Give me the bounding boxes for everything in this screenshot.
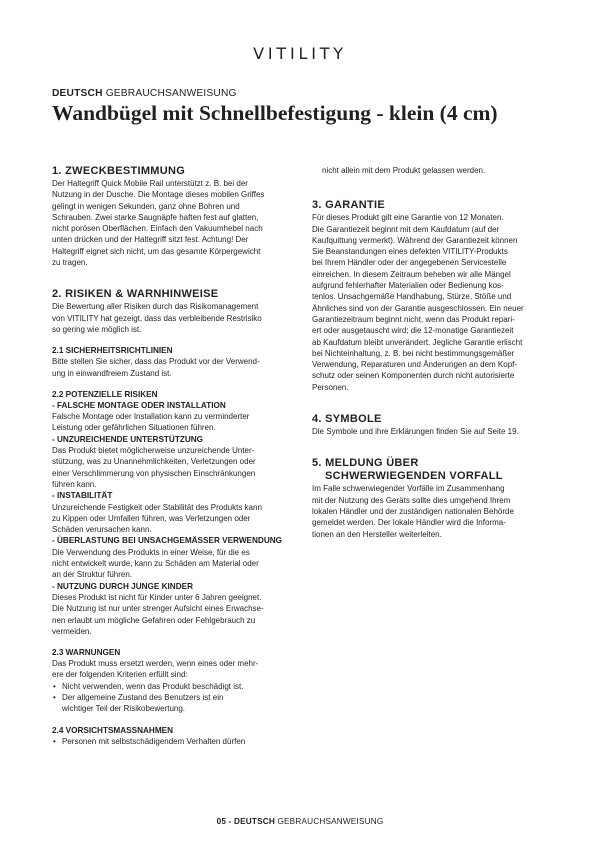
text-line: Nutzung in der Dusche. Die Montage dieses mobilen Griffes: [52, 190, 265, 200]
text-line: ab Kaufdatum bleibt unverändert. Jegliche Garantie erlischt: [312, 337, 523, 347]
text-line: Kaufquittung vermerkt). Während der Garantiezeit können: [312, 235, 518, 245]
text-line: Schäden verursachen kann.: [52, 525, 152, 535]
page-number: 05 - DEUTSCH: [216, 817, 275, 826]
right-column: [312, 165, 562, 540]
text-line: Haltegriff eignet sich nicht, um das gesamte Körpergewicht: [52, 246, 261, 256]
text-line: lokalen Händler und der zuständigen nationalen Behörde: [312, 506, 514, 516]
title-line: 5. MELDUNG ÜBER: [312, 457, 419, 470]
risk-4-text: [52, 547, 302, 581]
list-item: [52, 736, 302, 747]
risk-1-title: - FALSCHE MONTAGE ODER INSTALLATION: [52, 400, 226, 410]
text-line: Leistung oder gefährlichen Situationen führen.: [52, 423, 216, 433]
text-line: nen erlaubt um mögliche Gefahren oder Fehlgebrauch zu: [52, 615, 256, 625]
text-line: zu tragen.: [52, 258, 88, 268]
text-line: bei Ihrem Händler oder der angegebenen Servicestelle: [312, 258, 507, 268]
text-line: Unzureichende Festigkeit oder Stabilität des Produkts kann: [52, 502, 262, 512]
text-line: nicht porösen Oberflächen. Einfach den Vakuumhebel nach: [52, 224, 263, 234]
text-line: Schrauben. Zwei starke Saugnäpfe haften fest auf glatten,: [52, 212, 259, 222]
risk-2-title: - UNZUREICHENDE UNTERSTÜTZUNG: [52, 434, 204, 444]
section-2-3-text: [52, 658, 302, 681]
brand-logo: VITILITY: [253, 44, 347, 63]
section-2-4-title: 2.4 VORSICHTSMASSNAHMEN: [52, 725, 174, 735]
text-line: stützung, was zu Unannehmlichkeiten, Verletzungen oder: [52, 457, 256, 467]
text-line: zu Kippen oder Umfallen führen, was Verletzungen oder: [52, 513, 251, 523]
precautions-list: [52, 736, 302, 747]
list-item: [52, 692, 302, 715]
document-title: Wandbügel mit Schnellbefestigung - klein (4 cm): [52, 101, 498, 125]
section-5-title: [312, 457, 562, 483]
left-column: [52, 165, 302, 747]
text-line: tenlos. Unsachgemäße Handhabung, Stürze, Stöße und: [312, 292, 512, 302]
section-2-1-text: [52, 356, 302, 379]
text-line: ung in einwandfreiem Zustand ist.: [52, 368, 172, 378]
list-item: [52, 681, 302, 692]
text-line: Ähnliches sind von der Garantie ausgeschlossen. Ein neuer: [312, 303, 524, 313]
risk-5-text: [52, 592, 302, 637]
list-item-text: Personen mit selbstschädigendem Verhalten dürfen: [62, 736, 246, 746]
text-line: • Der allgemeine Zustand des Benutzers ist ein: [62, 692, 224, 702]
text-line: Dieses Produkt ist nicht für Kinder unter 6 Jahren geeignet.: [52, 592, 262, 602]
text-line: tionen an den Hersteller weiterleiten.: [312, 529, 442, 539]
risk-3-text: [52, 502, 302, 536]
section-2-title: 2. RISIKEN & WARNHINWEISE: [52, 288, 219, 301]
page-footer: [0, 817, 600, 826]
text-line: bei Nichteinhaltung, z. B. bei nicht bestimmungsgemäßer: [312, 348, 515, 358]
text-line: aufgrund fehlerhafter Materialien oder Bedienung kos-: [312, 281, 504, 291]
text-line: Falsche Montage oder Installation kann zu verminderter: [52, 412, 250, 422]
title-line: SCHWERWIEGENDEN VORFALL: [325, 470, 503, 483]
text-line: Die Garantiezeit beginnt mit dem Kaufdatum (auf der: [312, 224, 500, 234]
text-line: so gering wie möglich ist.: [52, 324, 142, 334]
text-line: Die Bewertung aller Risiken durch das Risikomanagement: [52, 302, 259, 312]
section-2-2-title: 2.2 POTENZIELLE RISIKEN: [52, 389, 158, 399]
text-line: Bitte stellen Sie sicher, dass das Produkt vor der Verwend-: [52, 357, 260, 367]
list-item-text: Nicht verwenden, wenn das Produkt beschädigt ist.: [62, 681, 244, 691]
section-4-text: Die Symbole und ihre Erklärungen finden Sie auf Seite 19.: [312, 427, 519, 437]
section-1-text: [52, 178, 302, 268]
text-line: wichtiger Teil der Risikobewertung.: [62, 704, 186, 714]
risk-5-title: - NUTZUNG DURCH JUNGE KINDER: [52, 581, 194, 591]
risk-3-title: - INSTABILITÄT: [52, 491, 113, 501]
text-line: unten drücken und der Haltegriff sitzt fest. Achtung! Der: [52, 235, 249, 245]
section-1-title: 1. ZWECKBESTIMMUNG: [52, 165, 186, 177]
text-line: gelingt in wenigen Sekunden, ganz ohne Bohren und: [52, 201, 240, 211]
footer-label: GEBRAUCHSANWEISUNG: [277, 817, 384, 826]
text-line: ert oder ausgetauscht wird; die 12-monatige Garantiezeit: [312, 326, 514, 336]
language-line: [52, 88, 237, 99]
language-label: DEUTSCH: [52, 88, 103, 99]
text-line: Garantiezeitraum beginnt nicht, wenn das Produkt repari-: [312, 314, 515, 324]
section-2-1-title: 2.1 SICHERHEITSRICHTLINIEN: [52, 346, 173, 356]
section-4-title: 4. SYMBOLE: [312, 413, 382, 426]
text-line: Verwendung, Reparaturen und Änderungen an dem Kopf-: [312, 360, 518, 370]
text-line: Personen.: [312, 382, 349, 392]
text-line: Sie Beanstandungen eines defekten VITILITY-Produkts: [312, 247, 508, 257]
doc-type-label: GEBRAUCHSANWEISUNG: [105, 88, 237, 99]
risk-4-title: - ÜBERLASTUNG BEI UNSACHGEMÄSSER VERWENDUNG: [52, 536, 283, 546]
section-2-text: [52, 301, 302, 335]
text-line: schutz oder seinen Komponenten durch nicht autorisierte: [312, 371, 515, 381]
section-3-text: [312, 212, 562, 393]
text-line: Das Produkt muss ersetzt werden, wenn eines oder mehr-: [52, 659, 259, 669]
warnings-list: [52, 681, 302, 715]
text-line: führen kann.: [52, 479, 97, 489]
risk-1-text: [52, 411, 302, 434]
text-line: einreichen. In diesem Zeitraum beheben wir alle Mängel: [312, 269, 511, 279]
text-line: mit der Nutzung des Geräts sollte dies umgehend Ihrem: [312, 495, 511, 505]
text-line: von VITILITY hat gezeigt, dass das verbleibende Restrisiko: [52, 313, 262, 323]
text-line: gemeldet werden. Der lokale Händler wird die Informa-: [312, 518, 506, 528]
text-line: nicht entwickelt wurde, kann zu Schäden am Material oder: [52, 559, 259, 569]
section-2-3-title: 2.3 WARNUNGEN: [52, 648, 121, 658]
section-3-title: 3. GARANTIE: [312, 199, 385, 212]
text-line: Für dieses Produkt gilt eine Garantie von 12 Monaten.: [312, 213, 504, 223]
text-line: einer Verschlimmerung von physischen Einschränkungen: [52, 468, 256, 478]
text-line: ere der folgenden Kriterien erfüllt sind:: [52, 670, 188, 680]
text-line: Das Produkt bietet möglicherweise unzureichende Unter-: [52, 446, 255, 456]
risk-2-text: [52, 445, 302, 490]
precautions-continued: nicht allein mit dem Produkt gelassen werden.: [322, 166, 486, 175]
section-5-text: [312, 483, 562, 539]
text-line: Der Haltegriff Quick Mobile Rail unterstützt z. B. bei der: [52, 179, 248, 188]
text-line: an der Struktur führen.: [52, 570, 133, 580]
text-line: Die Nutzung ist nur unter strenger Aufsicht eines Erwachse-: [52, 604, 264, 614]
text-line: vermeiden.: [52, 626, 92, 636]
text-line: Im Falle schwerwiegender Vorfälle im Zusammenhang: [312, 484, 505, 494]
text-line: Die Verwendung des Produkts in einer Weise, für die es: [52, 547, 250, 557]
